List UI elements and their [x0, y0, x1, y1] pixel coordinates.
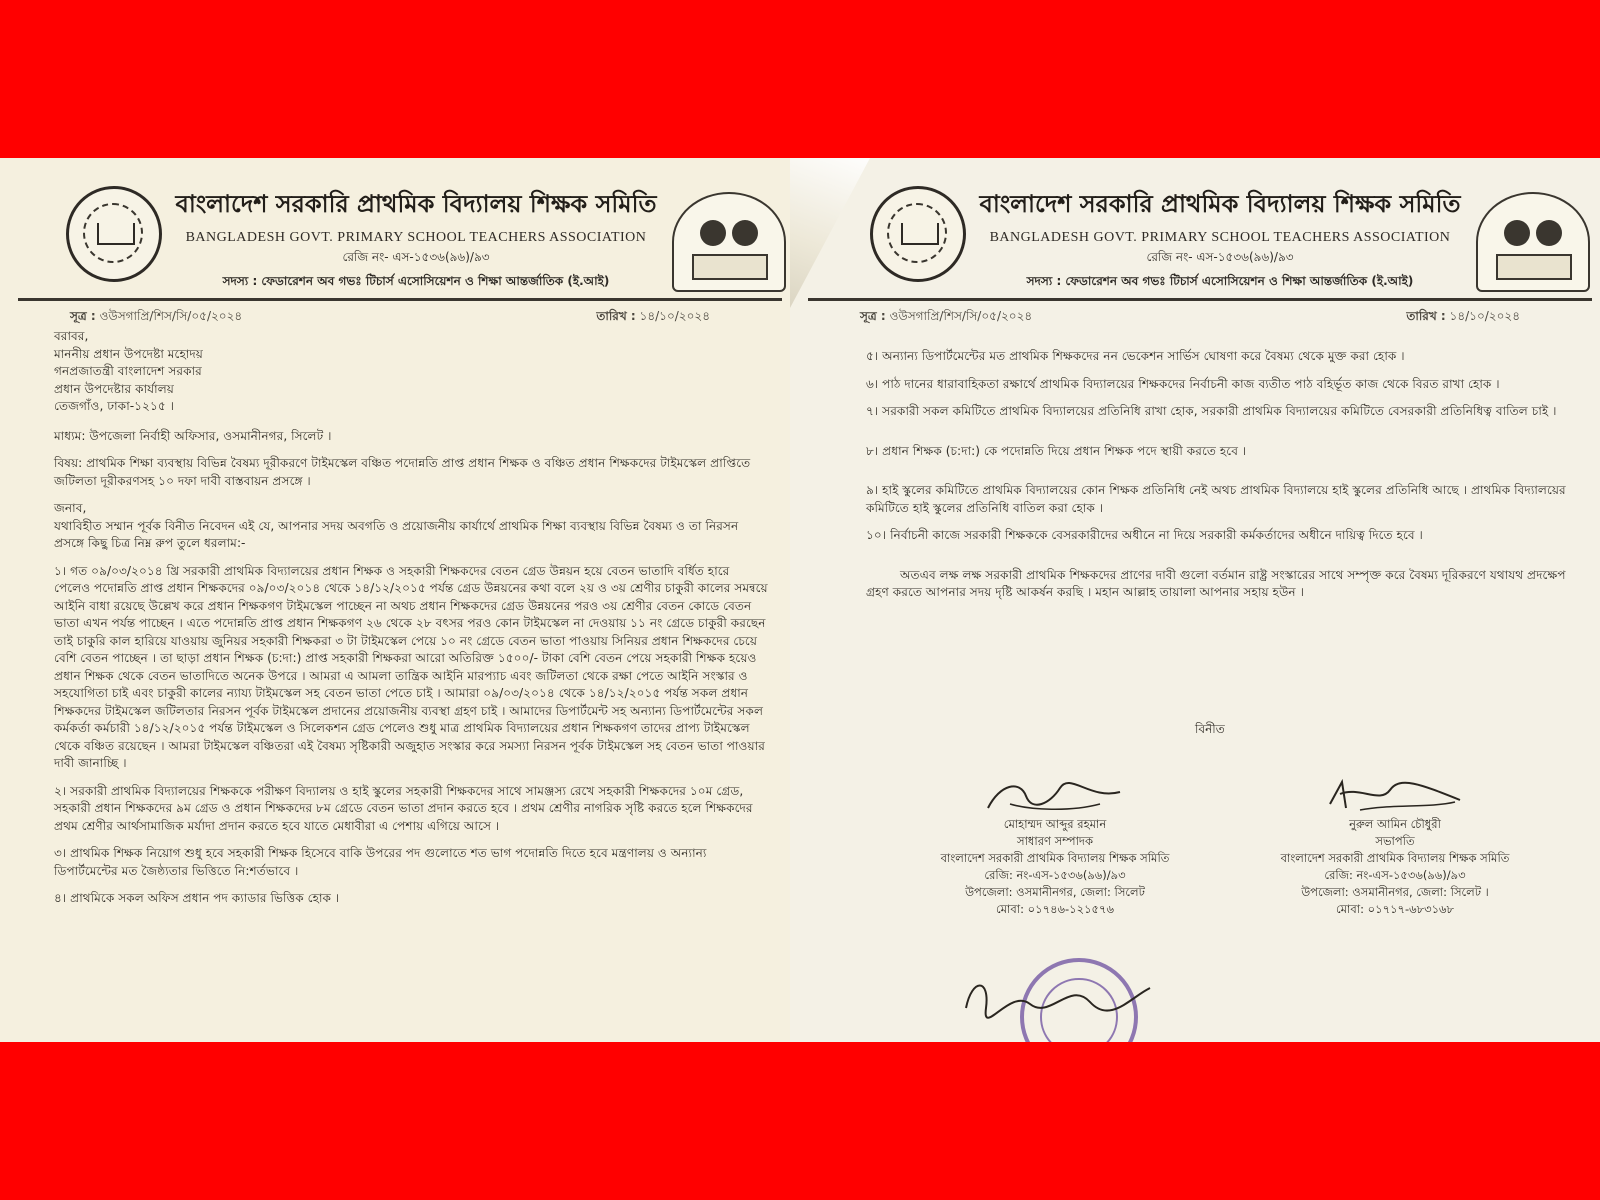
signatory-title: সভাপতি	[1375, 834, 1415, 848]
signatory-name: নুরুল আমিন চৌধুরী	[1349, 817, 1441, 831]
signatory-location: উপজেলা: ওসমানীনগর, জেলা: সিলেট	[965, 885, 1145, 899]
org-name-bengali: বাংলাদেশ সরকারি প্রাথমিক বিদ্যালয় শিক্ষক সমিতি	[175, 189, 657, 218]
demand-point-4: ৪। প্রাথমিকে সকল অফিস প্রধান পদ ক্যাডার ভিত্তিক হোক ।	[54, 891, 340, 905]
letter-page-2	[790, 158, 1600, 1042]
salutation: জনাব,	[54, 501, 87, 515]
letter-page-1	[0, 158, 790, 1042]
letterhead-divider	[808, 298, 1592, 301]
association-seal-icon	[870, 186, 966, 282]
org-name-bengali: বাংলাদেশ সরকারি প্রাথমিক বিদ্যালয় শিক্ষক সমিতি	[979, 189, 1461, 218]
ref-number: ওউসগাপ্রি/শিস/সি/০৫/২০২৪	[889, 309, 1033, 323]
signature-scribble-icon	[1230, 774, 1560, 816]
demand-point-7: ৭। সরকারী সকল কমিটিতে প্রাথমিক বিদ্যালয়ের প্রতিনিধি রাখা হোক, সরকারী প্রাথমিক বিদ্যালয়ের কমিটিতে বেসরকারী প্রতিনিধিত্ব বাতিল চাই ।	[866, 404, 1557, 418]
reference-line	[70, 308, 710, 328]
children-reading-logo-icon	[672, 192, 786, 292]
red-band-top	[0, 0, 1600, 158]
signatory-title: সাধারণ সম্পাদক	[1017, 834, 1093, 848]
stamp-signature-icon	[960, 968, 1160, 1028]
red-band-bottom	[0, 1042, 1600, 1200]
signatory-general-secretary	[890, 774, 1220, 918]
subject-line: বিষয়: প্রাথমিক শিক্ষা ব্যবস্থায় বিভিন্ন বৈষম্য দূরীকরণে টাইমস্কেল বঞ্চিত পদোন্নতি প্রাপ্ত প্রধান শিক্ষক ও বঞ্চিত প্রধান শিক্ষকদের টাইমস্কেল প্রাপ্তিতে জটিলতা দূরীকরণসহ ১০ দফা দাবী বাস্তবায়ন প্রসঙ্গে ।	[54, 456, 751, 488]
closing-paragraph: অতএব লক্ষ লক্ষ সরকারী প্রাথমিক শিক্ষকদের প্রাণের দাবী গুলো বর্তমান রাষ্ট্র সংস্কারের সাথে সম্পৃক্ত করে বৈষম্য দূরিকরণে যথাযথ প্রদক্ষেপ গ্রহণ করতে আপনার সদয় দৃষ্টি আকর্ষন করছি । মহান আল্লাহ তায়ালা আপনার সহায় হউন ।	[866, 567, 1566, 599]
signatory-org: বাংলাদেশ সরকারী প্রাথমিক বিদ্যালয় শিক্ষক সমিতি	[1280, 851, 1510, 865]
signature-area	[790, 718, 1600, 1042]
demand-point-1: ১। গত ০৯/০৩/২০১৪ খ্রি সরকারী প্রাথমিক বিদ্যালয়ের প্রধান শিক্ষক ও সহকারী শিক্ষকদের বেতন গ্রেড উন্নয়ন হয়ে বেতন ভাতাদি বর্ধিত হারে পেলেও পদোন্নতি প্রাপ্ত প্রধান শিক্ষকদের ০৯/০৩/২০১৪ থেকে ১৪/১২/২০১৫ পর্যন্ত গ্রেড উন্নয়নের কথা বলে ২য় ও ৩য় শ্রেণীর চাকুরী কালের সমন্বয়ে আইনি বাধা রয়েছে উল্লেখ করে প্রধান শিক্ষকগণ টাইমস্কেল পাচ্ছেন না অথচ প্রধান শিক্ষকদের গ্রেড উন্নয়নের পরও ৩য় শ্রেণীর বেতন কোডে বেতন ভাতা এখন পর্যন্ত পাচ্ছেন । এতে পদোন্নতি প্রাপ্ত প্রধান শিক্ষকগণ ২৬ থেকে ২৮ বৎসর পরও কোন টাইমস্কেল না দেওয়ায় ১১ নং গ্রেডে চাকুরী করছেন তাই চাকুরি কাল হারিয়ে যাওয়ায় জুনিয়র সহকারী শিক্ষকরা ৩ টা টাইমস্কেল পেয়ে ১০ নং গ্রেডে বেতন ভাতা পাওয়ায় সিনিয়র প্রধান শিক্ষকদের চেয়ে বেশি বেতন পাচ্ছেন । তা ছাড়া প্রধান শিক্ষক (চ:দা:) প্রাপ্ত সহকারী শিক্ষকরা আরো অতিরিক্ত ১৫০০/- টাকা বেশি বেতন পেয়ে সহকারী শিক্ষক হয়েও প্রধান শিক্ষক থেকে বেতন ভাতাদিতে অনেক উপরে । আমরা এ আমলা তান্ত্রিক আইনি মারপ্যাচ এবং জটিলতা থেকে রক্ষা পেতে আইনি সংস্কার ও সহযোগিতা চাই এবং চাকুরী কালের ন্যায্য টাইমস্কেল সহ বেতন ভাতা পেতে চাই । আমারা ০৯/০৩/২০১৪ থেকে ১৪/১২/২০১৫ পর্যন্ত সকল প্রধান শিক্ষকদের টাইমস্কেল জটিলতার নিরসন পূর্বক টাইমস্কেল প্রদানের প্রয়োজনীয় ব্যবস্থা গ্রহণ চাই । আমাদের ডিপার্টমেন্ট সহ অন্যান্য ডিপার্টমেন্টের সকল কর্মকর্তা কর্মচারী ১৪/১২/২০১৫ পর্যন্ত টাইমস্কেল ও সিলেকশন গ্রেড পেলেও শুধু মাত্র প্রাথমিক বিদ্যালয়ের প্রধান শিক্ষকগণ তাদের প্রাপ্য টাইমস্কেল থেকে বঞ্চিত রয়েছেন । আমরা টাইমস্কেল বঞ্চিতরা এই বৈষম্য সৃষ্টিকারী অজুহাত সংস্কার করে সমস্যা নিরসন পূর্বক টাইমস্কেল সহ বেতন ভাতা পাওয়ার দাবী জানাচ্ছি ।	[54, 563, 768, 770]
membership-line: সদস্য : ফেডারেশন অব গভঃ টিচার্স এসোসিয়েশন ও শিক্ষা আন্তর্জাতিক (ই.আই)	[1026, 274, 1414, 288]
signatory-location: উপজেলা: ওসমানীনগর, জেলা: সিলেট ।	[1301, 885, 1489, 899]
yours-faithfully: বিনীত	[1195, 722, 1225, 736]
demand-point-9: ৯। হাই স্কুলের কমিটিতে প্রাথমিক বিদ্যালয়ের কোন শিক্ষক প্রতিনিধি নেই অথচ প্রাথমিক বিদ্যালয়ে হাই স্কুলের প্রতিনিধি আছে । প্রাথমিক বিদ্যালয়ের কমিটিতে হাই স্কুলের প্রতিনিধি বাতিল করা হোক ।	[866, 483, 1566, 515]
association-seal-icon	[66, 186, 162, 282]
reference-line	[860, 308, 1520, 328]
address-line: মাননীয় প্রধান উপদেষ্টা মহোদয়	[54, 346, 203, 361]
signatory-phone: মোবা: ০১৭১৭-৬৮৩১৬৮	[1336, 902, 1454, 916]
letter-date: ১৪/১০/২০২৪	[639, 309, 710, 323]
letter-body-page-1	[54, 328, 769, 918]
signatory-org: বাংলাদেশ সরকারী প্রাথমিক বিদ্যালয় শিক্ষক সমিতি	[940, 851, 1170, 865]
demand-point-10: ১০। নির্বাচনী কাজে সরকারী শিক্ষককে বেসরকারীদের অধীনে না দিয়ে সরকারী কর্মকর্তাদের অধীনে দায়িত্ব দিতে হবে ।	[866, 528, 1423, 542]
letterhead	[820, 172, 1590, 300]
signatory-president	[1230, 774, 1560, 918]
registration-number: রেজি নং- এস-১৫৩৬(৯৬)/৯৩	[1146, 250, 1294, 264]
demand-point-3: ৩। প্রাথমিক শিক্ষক নিয়োগ শুধু হবে সহকারী শিক্ষক হিসেবে বাকি উপরের পদ গুলোতে শত ভাগ পদোন্নতি দিতে হবে মন্ত্রণালয় ও অন্যান্য ডিপার্টমেন্টের মত জৈষ্ঠ্যতার ভিত্তিতে নি:শর্তভাবে ।	[54, 846, 707, 878]
registration-number: রেজি নং- এস-১৫৩৬(৯৬)/৯৩	[342, 250, 490, 264]
children-reading-logo-icon	[1476, 192, 1590, 292]
address-line: তেজগাঁও, ঢাকা-১২১৫ ।	[54, 399, 175, 413]
demand-point-2: ২। সরকারী প্রাথমিক বিদ্যালয়ের শিক্ষককে পরীক্ষণ বিদ্যালয় ও হাই স্কুলের সহকারী শিক্ষকদের সাথে সামঞ্জস্য রেখে সহকারী শিক্ষকদের ১০ম গ্রেড, সহকারী প্রধান শিক্ষকদের ৯ম গ্রেড ও প্রধান শিক্ষকদের ৮ম গ্রেডে বেতন ভাতা প্রদান করতে হবে । প্রথম শ্রেণীর নাগরিক সৃষ্টি করতে হলে শিক্ষকদের প্রথম শ্রেণীর আর্থসামাজিক মর্যাদা প্রদান করতে হবে যাতে মেধাবীরা এ পেশায় এগিয়ে আসে ।	[54, 783, 753, 833]
org-name-english: BANGLADESH GOVT. PRIMARY SCHOOL TEACHERS ASSOCIATION	[185, 230, 647, 245]
date-label: তারিখ :	[596, 309, 636, 323]
letterhead-divider	[18, 298, 782, 301]
via-line: মাধ্যম: উপজেলা নির্বাহী অফিসার, ওসমানীনগর, সিলেট ।	[54, 428, 332, 443]
letter-date: ১৪/১০/২০২৪	[1449, 309, 1520, 323]
address-line: বরাবর,	[54, 329, 89, 343]
signatory-reg: রেজি: নং-এস-১৫৩৬(৯৬)/৯৩	[984, 868, 1126, 882]
org-name-english: BANGLADESH GOVT. PRIMARY SCHOOL TEACHERS ASSOCIATION	[989, 230, 1451, 245]
membership-line: সদস্য : ফেডারেশন অব গভঃ টিচার্স এসোসিয়েশন ও শিক্ষা আন্তর্জাতিক (ই.আই)	[222, 274, 610, 288]
address-line: প্রধান উপদেষ্টার কার্যালয়	[54, 381, 174, 396]
ref-label: সূত্র :	[860, 309, 886, 323]
demand-point-8: ৮। প্রধান শিক্ষক (চ:দা:) কে পদোন্নতি দিয়ে প্রধান শিক্ষক পদে স্থায়ী করতে হবে ।	[866, 443, 1247, 458]
signature-scribble-icon	[890, 774, 1220, 816]
letterhead	[16, 172, 786, 300]
demand-point-6: ৬। পাঠ দানের ধারাবাহিকতা রক্ষার্থে প্রাথমিক বিদ্যালয়ের শিক্ষকদের নির্বাচনী কাজ ব্যতীত পাঠ বহির্ভূত কাজ থেকে বিরত রাখা হোক ।	[866, 376, 1500, 391]
letter-body-page-2	[866, 348, 1576, 612]
date-label: তারিখ :	[1406, 309, 1446, 323]
demand-point-5: ৫। অন্যান্য ডিপার্টমেন্টের মত প্রাথমিক শিক্ষকদের নন ভেকেশন সার্ভিস ঘোষণা করে বৈষম্য থেকে মুক্ত করা হোক ।	[866, 349, 1405, 363]
ref-number: ওউসগাপ্রি/শিস/সি/০৫/২০২৪	[99, 309, 243, 323]
signatory-phone: মোবা: ০১৭৪৬-১২১৫৭৬	[996, 902, 1114, 916]
ref-label: সূত্র :	[70, 309, 96, 323]
document-photo	[0, 158, 1600, 1042]
intro-paragraph: যথাবিহীত সম্মান পূর্বক বিনীত নিবেদন এই যে, আপনার সদয় অবগতি ও প্রয়োজনীয় কার্যার্থে প্রাথমিক শিক্ষা ব্যবস্থায় বিভিন্ন বৈষম্য ও তা নিরসন প্রসঙ্গে কিছু চিত্র নিম্ন রুপ তুলে ধরলাম:-	[54, 518, 739, 550]
signatory-name: মোহাম্মদ আব্দুর রহমান	[1003, 817, 1107, 831]
address-line: গনপ্রজাতন্ত্রী বাংলাদেশ সরকার	[54, 364, 202, 378]
signatory-reg: রেজি: নং-এস-১৫৩৬(৯৬)/৯৩	[1324, 868, 1466, 882]
